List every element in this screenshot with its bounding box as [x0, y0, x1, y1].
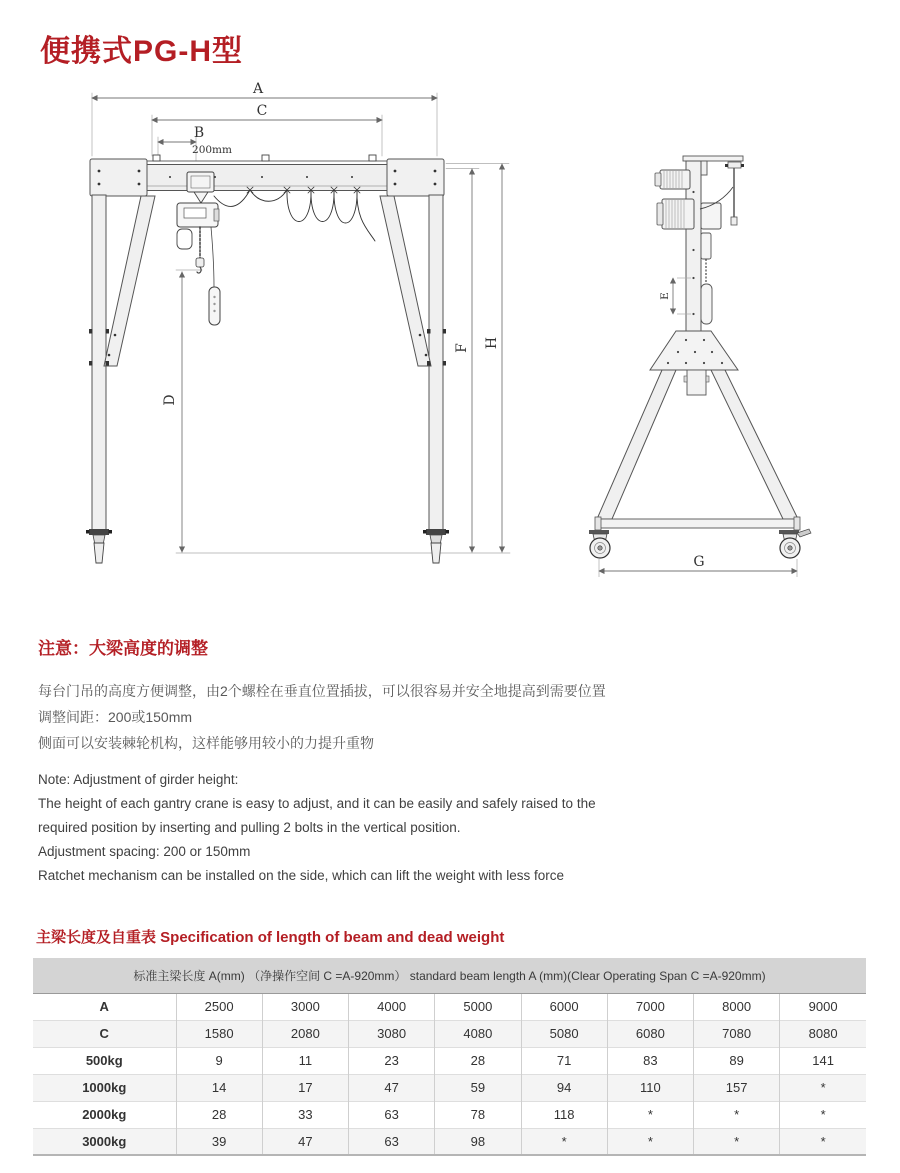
front-view [86, 81, 510, 563]
cell-value: 63 [349, 1128, 435, 1155]
cell-value: 1580 [176, 1020, 262, 1047]
dim-label-g: G [693, 554, 705, 570]
dim-label-f: F [454, 343, 470, 353]
hoist-motor-lower [657, 199, 721, 229]
cell-value: * [780, 1074, 866, 1101]
hoist-motor-upper [655, 170, 690, 189]
cell-value: 28 [435, 1047, 521, 1074]
spec-table [33, 958, 866, 1156]
festoon-cable [214, 187, 375, 241]
table-row [33, 1020, 866, 1047]
cell-value: 6080 [607, 1020, 693, 1047]
cell-value: 33 [262, 1101, 348, 1128]
table-row [33, 1047, 866, 1074]
cell-value: 98 [435, 1128, 521, 1155]
cell-value: 47 [349, 1074, 435, 1101]
cell-value: 28 [176, 1101, 262, 1128]
cell-value: 39 [176, 1128, 262, 1155]
cell-value: 2080 [262, 1020, 348, 1047]
en-note-line: Ratchet mechanism can be installed on the side, which can lift the weight with less force [38, 868, 565, 883]
cell-value: 6000 [521, 993, 607, 1020]
en-note-line: The height of each gantry crane is easy to adjust, and it can be easily and safely raised to the [38, 796, 596, 811]
cell-value: 9000 [780, 993, 866, 1020]
dim-label-d: D [162, 394, 178, 406]
cell-value: 3080 [349, 1020, 435, 1047]
dim-label-200mm: 200mm [192, 144, 232, 156]
caster-front-left [86, 529, 112, 563]
dim-label-b: B [193, 125, 205, 141]
dim-label-h: H [484, 336, 500, 350]
cell-value: 118 [521, 1101, 607, 1128]
side-view [589, 156, 811, 577]
cell-value: 8080 [780, 1020, 866, 1047]
caster-side-right [779, 529, 811, 558]
page-title: 便携式PG-H型 [40, 35, 243, 68]
cell-value: 2500 [176, 993, 262, 1020]
front-legs [89, 195, 446, 531]
row-label: 1000kg [33, 1074, 176, 1101]
table-row [33, 1074, 866, 1101]
cell-value: 9 [176, 1047, 262, 1074]
cell-value: * [607, 1128, 693, 1155]
dim-label-e: E [659, 292, 671, 300]
cell-value: 5000 [435, 993, 521, 1020]
cell-value: 110 [607, 1074, 693, 1101]
row-label: 500kg [33, 1047, 176, 1074]
cell-value: 94 [521, 1074, 607, 1101]
table-row [33, 993, 866, 1020]
cn-note-line: 侧面可以安装棘轮机构，这样能够用较小的力提升重物 [38, 735, 374, 751]
table-header-row [33, 958, 866, 993]
cell-value: 23 [349, 1047, 435, 1074]
row-label: 2000kg [33, 1101, 176, 1128]
cell-value: 83 [607, 1047, 693, 1074]
row-label: C [33, 1020, 176, 1047]
cell-value: * [780, 1101, 866, 1128]
note-heading-cn: 注意：大梁高度的调整 [38, 639, 208, 658]
table-row [33, 1128, 866, 1155]
cell-value: 71 [521, 1047, 607, 1074]
cell-value: 17 [262, 1074, 348, 1101]
cell-value: 3000 [262, 993, 348, 1020]
spec-table-heading: 主梁长度及自重表 Specification of length of beam and dead weight [36, 929, 505, 946]
cell-value: 157 [694, 1074, 780, 1101]
cell-value: * [780, 1128, 866, 1155]
row-label: A [33, 993, 176, 1020]
cell-value: 7000 [607, 993, 693, 1020]
dim-label-c: C [256, 103, 268, 119]
cell-value: * [694, 1128, 780, 1155]
table-row [33, 1101, 866, 1128]
cn-note-line: 每台门吊的高度方便调整，由2个螺栓在垂直位置插拔，可以很容易并安全地提高到需要位置 [38, 683, 606, 699]
pendant-control [209, 287, 220, 325]
cell-value: * [694, 1101, 780, 1128]
english-notes [38, 768, 596, 888]
main-beam [90, 155, 444, 196]
caster-front-right [423, 529, 449, 563]
cell-value: 89 [694, 1047, 780, 1074]
cell-value: 11 [262, 1047, 348, 1074]
en-note-line: Adjustment spacing: 200 or 150mm [38, 844, 251, 859]
cell-value: 78 [435, 1101, 521, 1128]
cell-value: 5080 [521, 1020, 607, 1047]
cell-value: * [607, 1101, 693, 1128]
row-label: 3000kg [33, 1128, 176, 1155]
spec-table-body [33, 993, 866, 1155]
en-note-line: Note: Adjustment of girder height: [38, 772, 239, 787]
dim-label-a: A [252, 81, 264, 97]
chinese-notes [38, 678, 606, 756]
cell-value: 59 [435, 1074, 521, 1101]
cn-note-line: 调整间距：200或150mm [38, 709, 193, 725]
cell-value: * [521, 1128, 607, 1155]
cell-value: 7080 [694, 1020, 780, 1047]
caster-side-left [589, 530, 610, 558]
en-note-line: required position by inserting and pulling 2 bolts in the vertical position. [38, 820, 461, 835]
hoist-trolley [177, 172, 220, 325]
cell-value: 47 [262, 1128, 348, 1155]
cell-value: 141 [780, 1047, 866, 1074]
side-leg-left [597, 370, 676, 519]
cell-value: 4080 [435, 1020, 521, 1047]
cell-value: 14 [176, 1074, 262, 1101]
cell-value: 8000 [694, 993, 780, 1020]
cross-bar [599, 519, 796, 528]
chain-bag [177, 229, 192, 249]
cell-value: 63 [349, 1101, 435, 1128]
cell-value: 4000 [349, 993, 435, 1020]
side-leg-right [711, 370, 798, 519]
gusset-plate [650, 331, 738, 370]
pendant-control-side [701, 284, 712, 324]
table-header-cell: 标准主梁长度 A(mm) （净操作空间 C =A-920mm） standard beam length A (mm)(Clear Operating Span C =A-920mm) [33, 958, 866, 993]
